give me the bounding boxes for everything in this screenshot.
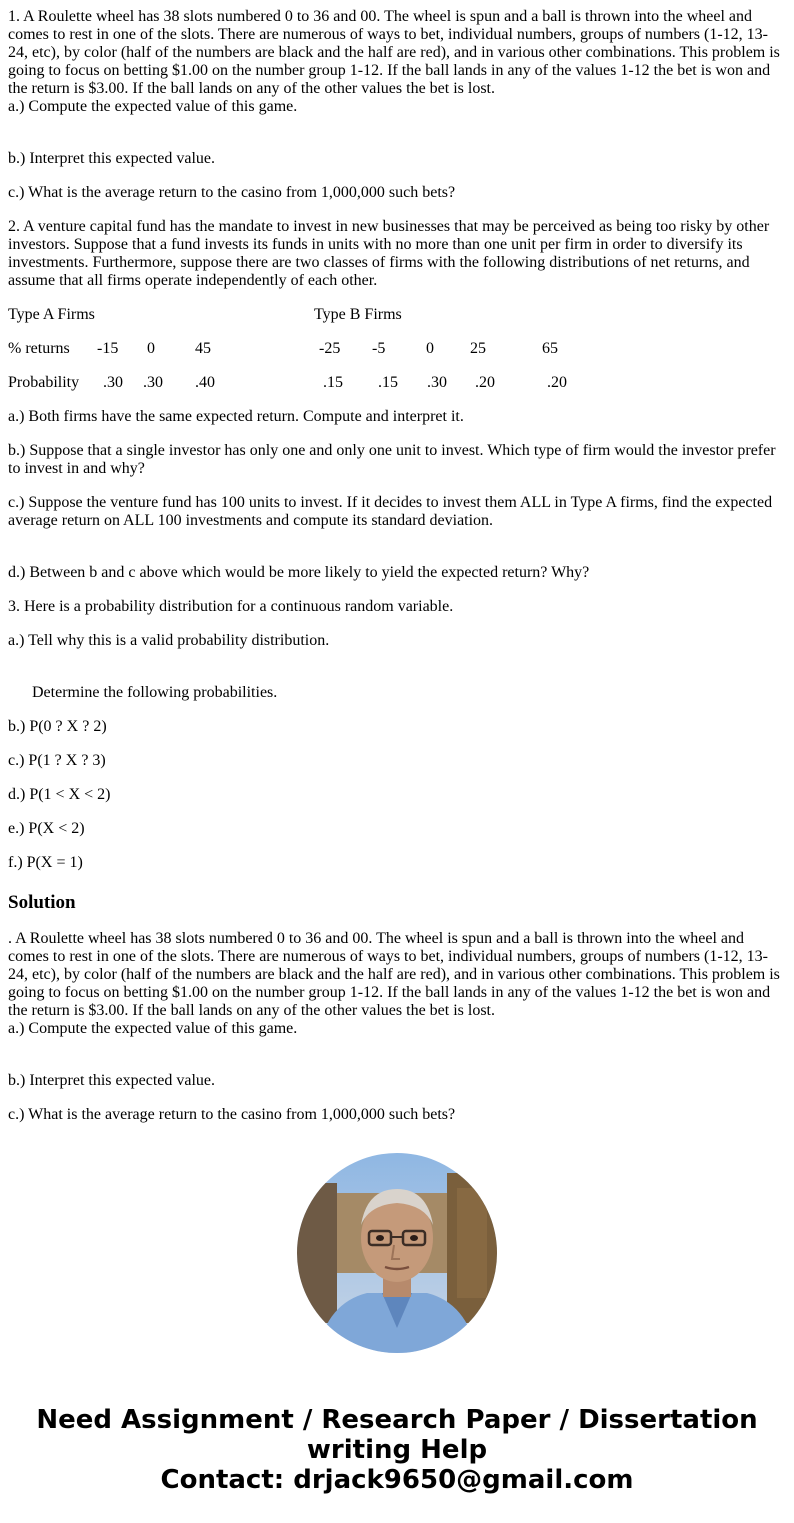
q2-part-c: c.) Suppose the venture fund has 100 units to invest. If it decides to invest them ALL in Type A firms, find the expected average return on ALL 100 investments and compute its standard deviation. (8, 494, 773, 529)
type-a-prob: .30 (103, 374, 123, 391)
solution-part-c: c.) What is the average return to the casino from 1,000,000 such bets? (8, 1106, 456, 1123)
type-a-prob: .40 (195, 374, 215, 391)
type-a-prob: .30 (143, 374, 163, 391)
type-b-return: -25 (319, 340, 341, 357)
document-body (8, 8, 786, 1124)
q3-part-f: f.) P(X = 1) (8, 854, 83, 871)
type-a-return: 45 (195, 340, 211, 357)
solution-part-b: b.) Interpret this expected value. (8, 1072, 216, 1089)
type-b-label: Type B Firms (314, 306, 402, 323)
type-b-return: -5 (372, 340, 386, 357)
type-b-return: 65 (542, 340, 558, 357)
solution-intro: . A Roulette wheel has 38 slots numbered 0 to 36 and 00. The wheel is spun and a ball is thrown into the wheel and comes to rest in one of the slots. There are numerous of ways to bet, individual numbers, groups of numbers (1-12, 13-24, etc), by color (half of the numbers are black and the half are red), and in various other combinations. This problem is going to focus on betting $1.00 on the number group 1-12. If the ball lands in any of the values 1-12 the bet is won and the return is $3.00. If the ball lands on any of the other values the bet is lost. (8, 930, 780, 1019)
q1-part-a: a.) Compute the expected value of this game. (8, 98, 298, 115)
q1-part-c: c.) What is the average return to the casino from 1,000,000 such bets? (8, 184, 456, 201)
type-b-prob: .15 (323, 374, 343, 391)
q2-intro: 2. A venture capital fund has the mandate to invest in new businesses that may be perceived as being too risky by other investors. Suppose that a fund invests its funds in units with no more than one unit per firm in order to diversify its investments. Furthermore, suppose there are two classes of firms with the following distributions of net returns, and assume that all firms operate independently of each other. (8, 218, 770, 289)
type-b-prob: .30 (427, 374, 447, 391)
avatar-photo (297, 1153, 497, 1353)
type-a-return: -15 (97, 340, 119, 357)
q2-part-b: b.) Suppose that a single investor has only one and only one unit to invest. Which type of firm would the investor prefer to invest in and why? (8, 442, 776, 477)
type-b-return: 25 (470, 340, 486, 357)
probability-label: Probability (8, 374, 80, 391)
q2-part-d: d.) Between b and c above which would be more likely to yield the expected return? Why? (8, 564, 590, 581)
type-b-prob: .20 (547, 374, 567, 391)
firm-type-header-row (8, 306, 786, 324)
q3-part-a: a.) Tell why this is a valid probability distribution. (8, 632, 330, 649)
type-a-label: Type A Firms (8, 306, 95, 323)
q3-part-b: b.) P(0 ? X ? 2) (8, 718, 107, 735)
q1-intro: 1. A Roulette wheel has 38 slots numbered 0 to 36 and 00. The wheel is spun and a ball is thrown into the wheel and comes to rest in one of the slots. There are numerous of ways to bet, individual numbers, groups of numbers (1-12, 13-24, etc), by color (half of the numbers are black and the half are red), and in various other combinations. This problem is going to focus on betting $1.00 on the number group 1-12. If the ball lands in any of the values 1-12 the bet is won and the return is $3.00. If the ball lands on any of the other values the bet is lost. (8, 8, 780, 97)
avatar (297, 1153, 497, 1353)
q1-part-b: b.) Interpret this expected value. (8, 150, 216, 167)
returns-row (8, 340, 786, 358)
solution-part-a: a.) Compute the expected value of this game. (8, 1020, 298, 1037)
probability-row (8, 374, 786, 392)
returns-label: % returns (8, 340, 70, 357)
q3-intro: 3. Here is a probability distribution for a continuous random variable. (8, 598, 454, 615)
q2-part-a: a.) Both firms have the same expected return. Compute and interpret it. (8, 408, 464, 425)
q3-determine: Determine the following probabilities. (32, 684, 278, 701)
type-b-prob: .15 (378, 374, 398, 391)
footer-line-2: writing Help (306, 1435, 488, 1465)
type-a-return: 0 (147, 340, 155, 357)
type-b-return: 0 (426, 340, 434, 357)
footer-banner (0, 1405, 794, 1495)
footer-line-1: Need Assignment / Research Paper / Dissertation (36, 1405, 758, 1435)
q3-part-c: c.) P(1 ? X ? 3) (8, 752, 106, 769)
solution-heading: Solution (8, 892, 76, 913)
type-b-prob: .20 (475, 374, 495, 391)
footer-contact: Contact: drjack9650@gmail.com (160, 1465, 634, 1495)
q3-part-e: e.) P(X < 2) (8, 820, 85, 837)
q3-part-d: d.) P(1 < X < 2) (8, 786, 111, 803)
